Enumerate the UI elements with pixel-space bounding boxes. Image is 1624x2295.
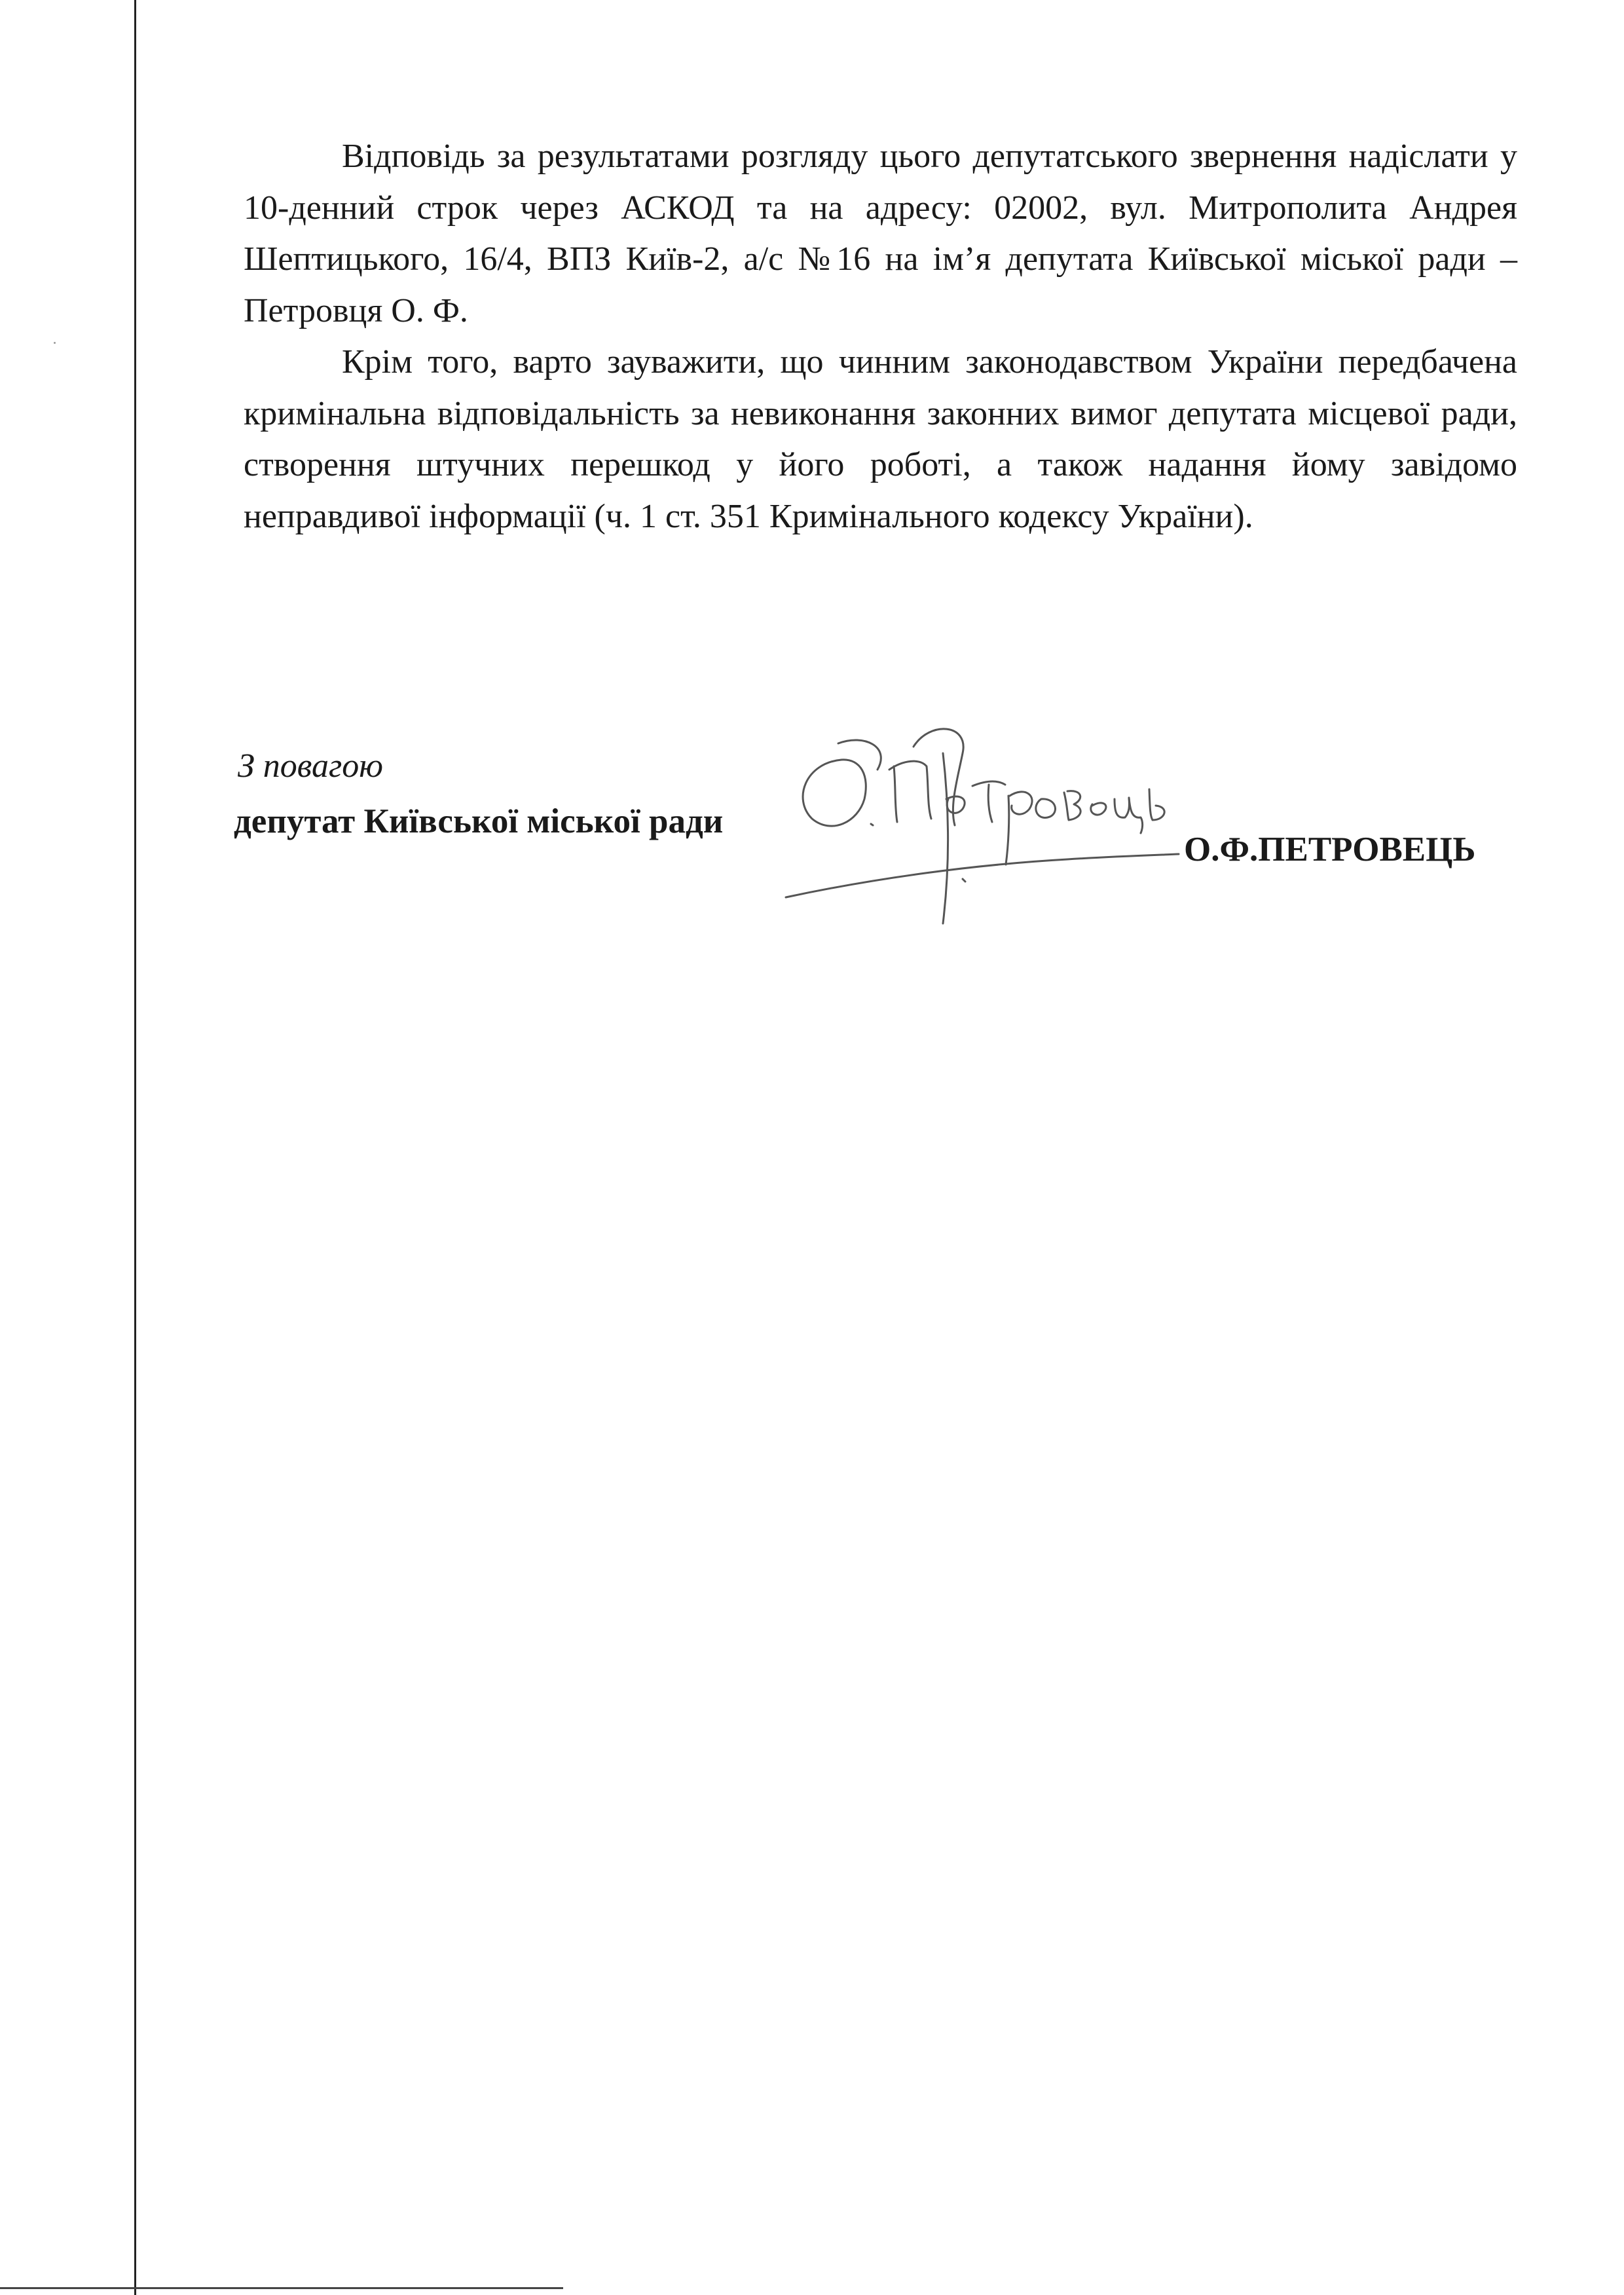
scan-bottom-edge-line: [0, 2287, 563, 2289]
signer-name: О.Ф.ПЕТРОВЕЦЬ: [1184, 830, 1476, 868]
scan-left-edge-line: [134, 0, 136, 2295]
handwritten-signature: [779, 707, 1185, 930]
paragraph-response-address: Відповідь за результатами розгляду цього депутатського звернення надіслати у 10-денний строк через АСКОД та на адресу: 02002, вул. Митрополита Андрея Шептицького, 16/4, ВПЗ Київ-2, а/с №16 на ім’я депутата Київської міської ради – Петровця О. Ф.: [244, 138, 1517, 329]
closing-salutation: З повагою: [238, 747, 383, 785]
letter-body: [244, 131, 1517, 542]
scan-speck: [54, 342, 56, 344]
signer-position: депутат Київської міської ради: [234, 802, 724, 840]
paragraph-criminal-liability: Крім того, варто зауважити, що чинним законодавством України передбачена кримінальна відповідальність за невиконання законних вимог депутата місцевої ради, створення штучних перешкод у його роботі, а також надання йому завідомо неправдивої інформації (ч. 1 ст. 351 Кримінального кодексу України).: [244, 343, 1517, 535]
